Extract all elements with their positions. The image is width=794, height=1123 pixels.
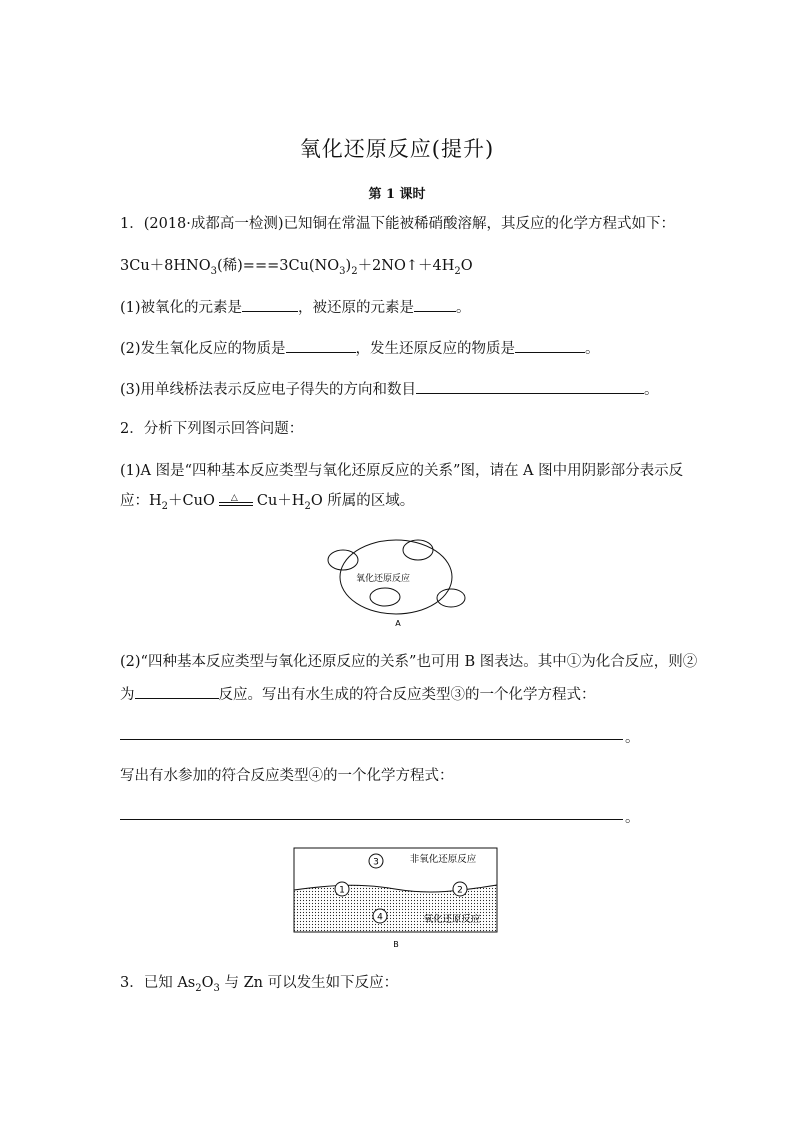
figure-a-caption: A: [395, 619, 401, 628]
answer-blank[interactable]: [414, 297, 456, 312]
reaction-type-ellipse: [328, 550, 358, 570]
answer-blank[interactable]: [242, 297, 298, 312]
region-number: 1: [339, 885, 345, 896]
reaction-type-ellipse: [437, 589, 465, 607]
q1-equation: $3Cu+8HNO_3$(稀)$===3Cu(NO_3)_2+2NO↑+4H_2O$: [120, 258, 473, 277]
q2-part2-line2: 为 反应。写出有水生成的符合反应类型③的一个化学方程式：: [120, 684, 596, 705]
answer-blank[interactable]: [416, 379, 644, 394]
figure-b-caption: B: [393, 940, 399, 949]
figure-a-label: 氧化还原反应: [355, 574, 411, 584]
figure-b-diagram: [290, 845, 500, 953]
q1-sub2: (2)发生氧化反应的物质是 ，发生还原反应的物质是 。: [120, 338, 600, 359]
q3-stem: 3．已知 $As_2O_3$ 与 Zn 可以发生如下反应：: [120, 975, 399, 994]
period: 。: [625, 810, 640, 826]
q2-part2-line1: (2)“四种基本反应类型与氧化还原反应的关系”也可用 B 图表达。其中①为化合反应，则②: [120, 654, 698, 670]
heat-condition-equals: △: [219, 491, 253, 511]
answer-blank[interactable]: [515, 338, 585, 353]
figure-a-diagram: [320, 535, 470, 630]
answer-line[interactable]: [120, 738, 623, 740]
q2-part2-line3: 写出有水参加的符合反应类型④的一个化学方程式：: [120, 768, 454, 784]
lesson-subtitle: 第 1 课时: [368, 187, 426, 202]
figure-b-bottom-label: 氧化还原反应: [423, 914, 481, 925]
q2-part1-line1: (1)A 图是“四种基本反应类型与氧化还原反应的关系”图，请在 A 图中用阴影部分表示反: [120, 463, 684, 479]
q1-stem: 1．(2018·成都高一检测)已知铜在常温下能被稀硝酸溶解，其反应的化学方程式如下：: [120, 216, 676, 232]
q2-stem: 2．分析下列图示回答问题：: [120, 421, 304, 437]
region-number: 2: [457, 885, 463, 896]
region-number: 3: [373, 857, 379, 868]
region-number: 4: [377, 912, 383, 923]
q1-sub3: (3)用单线桥法表示反应电子得失的方向和数目 。: [120, 379, 659, 400]
answer-blank[interactable]: [286, 338, 356, 353]
reaction-type-ellipse: [370, 588, 400, 606]
answer-blank[interactable]: [135, 684, 219, 699]
figure-b-top-label: 非氧化还原反应: [409, 854, 477, 865]
q1-sub1: (1)被氧化的元素是 ，被还原的元素是 。: [120, 297, 471, 318]
page-title: 氧化还原反应(提升): [299, 137, 495, 161]
period: 。: [625, 730, 640, 746]
q2-part1-line2: 应：$H_2+CuO$ △ $Cu+H_2O$ 所属的区域。: [120, 493, 415, 512]
answer-line[interactable]: [120, 818, 623, 820]
